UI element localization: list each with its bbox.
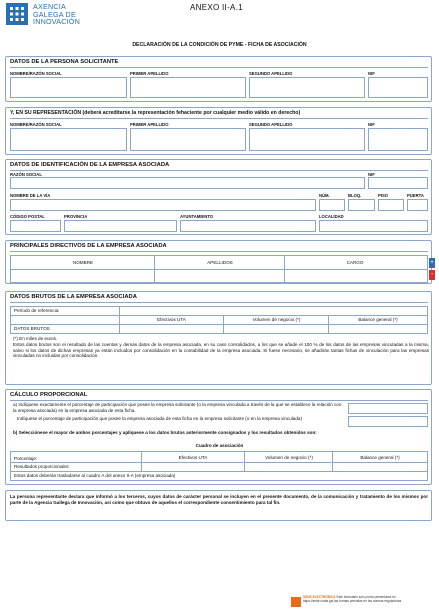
input-res-volumen[interactable] [245,463,331,470]
anexo-code: ANEXO II-A.1 [190,3,243,12]
xunta-logo [5,2,95,26]
label-porcentaje: Porcentaje: [14,456,38,461]
input-directivo-nombre[interactable] [12,270,153,281]
input-ayuntamiento[interactable] [180,220,316,232]
section-directivos [5,240,432,284]
input-res-efectivos[interactable] [142,463,243,470]
label-nombre: NOMBRE/RAZÓN SOCIAL [10,122,62,127]
label-piso: PISO [378,193,389,198]
label-localidad: LOCALIDAD [319,214,344,219]
cuadro-asociacion-table [10,451,428,481]
label-primer-apellido: PRIMER APELLIDO [130,71,169,76]
input-segundo-apellido[interactable] [249,77,365,98]
col-balance: Balance general (*) [360,455,400,460]
col-volumen: Volumen de negocio (*) [252,317,301,322]
label-razon-social: RAZÓN SOCIAL [10,172,42,177]
col-nombre: NOMBRE [72,260,94,265]
input-puerta[interactable] [407,199,428,211]
input-res-balance[interactable] [333,463,426,470]
input-piso[interactable] [378,199,404,211]
input-efectivos[interactable] [121,325,222,333]
section-title: CÁLCULO PROPORCIONAL [10,392,88,398]
footer-sede: SEDE ELECTRÓNICA [303,595,336,599]
label-provincia: PROVINCIA [64,214,88,219]
directivos-table [10,255,428,283]
section-calculo-proporcional [5,389,432,485]
input-num[interactable] [319,199,345,211]
label-nif: NIF [368,71,375,76]
declaration-text: La persona representante declara que informó a los terceros, cuyos datos de carácter personal se incluyen en el presente documento, de la comunicación y tratamiento de los mismos por parte de la Agencia Gallega de Innovación, así como que obtuvo de aquellos el correspondiente consentimiento para tal fin. [10,494,428,505]
input-via[interactable] [10,199,316,211]
text-apartado-a1: a) Indíquese exactamente el porcentaje de participación que posee la empresa solicitante (o la empresa vinculada a través de la que se establece la relación con la empresa asociada) en la empresa asociada de esta ficha. [13,402,342,413]
col-balance: Balance general (*) [358,317,398,322]
footer-url[interactable]: https://sede.xunta.gal [303,598,334,603]
section-title: PRINCIPALES DIRECTIVOS DE LA EMPRESA ASOCIADA [10,243,167,249]
note-datos-brutos: Estos datos brutos son el resultado de las cuentas y demás datos de la empresa asociada, en su caso consolidados, a los que se añade el 100 % de los datos de las empresas vinculadas a la misma, salvo si los datos de dichas empresas ya están incluidos por consolidación en la contabilidad de la empresa asociada. Si fuese necesario, se añadirán tantas fichas de vinculación para las empresas vinculadas no incluidas por consolidación. [13,342,429,359]
logo-line-2: GALEGA DE [33,9,76,19]
note-miles: (*) En miles de euros. [13,336,58,341]
input-localidad[interactable] [319,220,428,232]
text-trasladar: Estos datos deberán trasladarse al cuadro A del anexo II-A (empresa asociada) [14,473,176,478]
footer-line-4: las formas previstas en las normas reguladoras [334,598,402,603]
input-bloq[interactable] [348,199,375,211]
add-row-button[interactable]: + [430,260,434,266]
input-porcentaje-a2[interactable] [348,416,428,427]
section-datos-brutos [5,291,432,385]
input-volumen[interactable] [225,325,327,333]
input-nombre[interactable] [10,128,127,151]
input-directivo-cargo[interactable] [286,270,426,281]
input-primer-apellido[interactable] [130,128,246,151]
cuadro-asociacion-title: Cuadro de asociación [195,443,244,448]
input-balance[interactable] [330,325,426,333]
section-title: DATOS DE IDENTIFICACIÓN DE LA EMPRESA ASOCIADA [10,162,170,168]
text-apartado-b: b) Selecciónese el mayor de ambos porcentajes y aplíquese a los datos brutos anteriormente consignados y los resultados obtenidos son: [13,430,317,435]
input-primer-apellido[interactable] [130,77,246,98]
label-segundo-apellido: SEGUNDO APELLIDO [249,122,293,127]
input-cp[interactable] [10,220,61,232]
sede-electronica-icon [291,597,301,607]
datos-brutos-table [10,306,428,334]
label-nombre: NOMBRE/RAZÓN SOCIAL [10,71,62,76]
text-apartado-a2: Indíquese el porcentaje de participación que posee la empresa asociada de esta ficha en la empresa solicitante (o en la empresa vinculada) [17,416,302,421]
label-primer-apellido: PRIMER APELLIDO [130,122,169,127]
section-solicitante [5,56,432,102]
col-efectivos: Efectivos UTA [178,455,208,460]
col-apellidos: APELLIDOS [207,260,233,265]
input-periodo[interactable] [121,307,427,315]
label-resultados: Resultados proporcionales: [14,464,70,469]
label-segundo-apellido: SEGUNDO APELLIDO [249,71,293,76]
label-num: NÚM. [319,193,330,198]
label-ayuntamiento: AYUNTAMIENTO [180,214,213,219]
footer-line-2: Este formulario solo podrá presentarse en [336,595,396,599]
xunta-crest-icon [5,2,29,26]
label-via: NOMBRE DE LA VÍA [10,193,51,198]
input-provincia[interactable] [64,220,177,232]
section-declaracion [5,490,432,521]
label-nif: NIF [368,172,375,177]
input-nif[interactable] [368,128,428,151]
input-directivo-apellidos[interactable] [156,270,283,281]
input-nif[interactable] [368,177,428,189]
label-datos-brutos: DATOS BRUTOS [14,326,50,331]
label-puerta: PUERTA [407,193,424,198]
input-segundo-apellido[interactable] [249,128,365,151]
label-periodo: Período de referencia: [14,308,60,313]
col-efectivos: Efectivos UTA [157,317,186,322]
label-nif: NIF [368,122,375,127]
section-title: Y, EN SU REPRESENTACIÓN (deberá acreditarse la representación fehaciente por cualquier medio válido en derecho) [10,110,301,116]
input-nombre[interactable] [10,77,127,98]
logo-line-1: AXENCIA [33,2,66,11]
label-cp: CÓDIGO POSTAL [10,214,45,219]
section-title: DATOS BRUTOS DE LA EMPRESA ASOCIADA [10,294,137,300]
input-porcentaje-a1[interactable] [348,403,428,414]
input-razon-social[interactable] [10,177,365,189]
footer-text [303,596,437,604]
logo-line-3: INNOVACIÓN [33,17,80,26]
remove-row-button[interactable]: - [430,271,434,278]
input-nif[interactable] [368,77,428,98]
section-representacion [5,107,432,155]
document-title: DECLARACIÓN DE LA CONDICIÓN DE PYME - FICHA DE ASOCIACIÓN [132,42,307,48]
section-title: DATOS DE LA PERSONA SOLICITANTE [10,59,119,65]
label-bloq: BLOQ. [348,193,362,198]
col-cargo: CARGO [346,260,364,265]
col-volumen: Volumen de negocio (*) [265,455,313,460]
section-identificacion [5,159,432,235]
